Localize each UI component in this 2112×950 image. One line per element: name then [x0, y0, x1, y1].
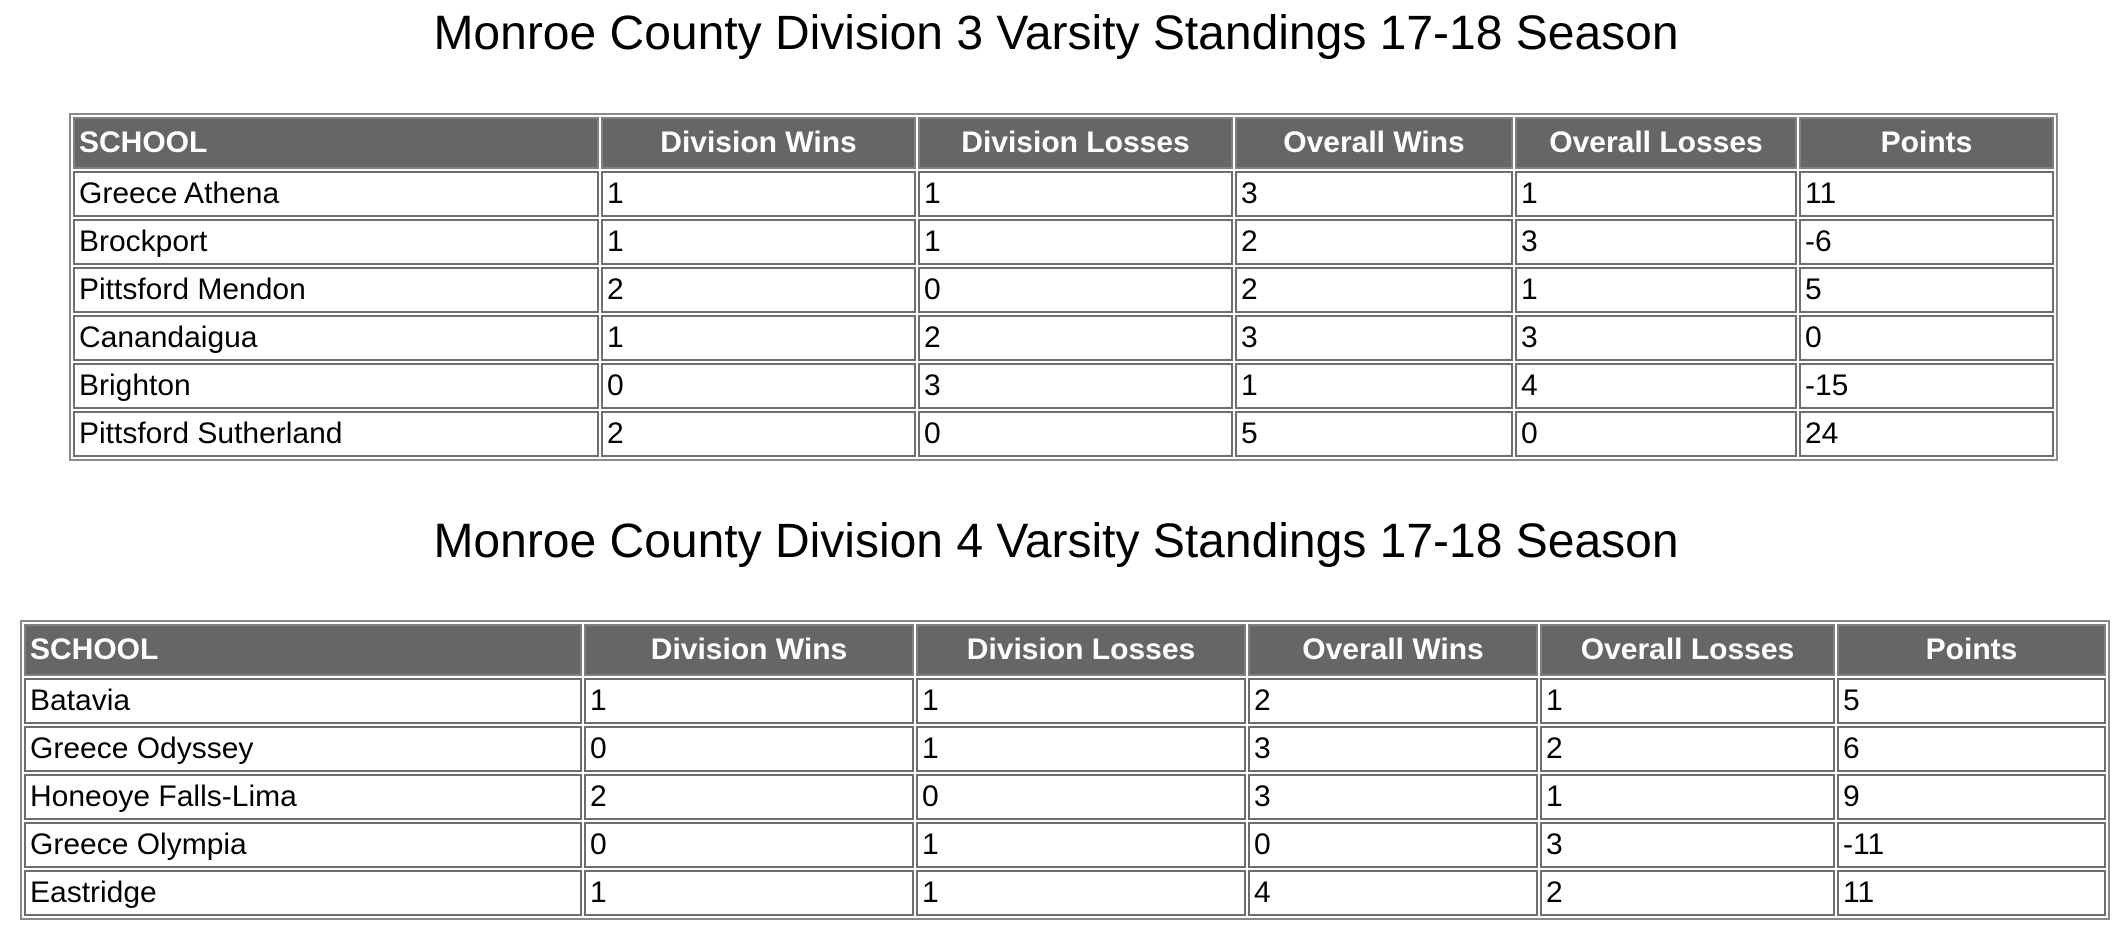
- overall-wins-cell: 1: [1235, 363, 1513, 409]
- table-row: [73, 363, 2054, 409]
- overall-wins-cell: 3: [1248, 774, 1538, 820]
- school-cell: Canandaigua: [73, 315, 599, 361]
- table-row: [24, 774, 2106, 820]
- overall-losses-cell: 2: [1540, 870, 1835, 916]
- points-cell: 24: [1799, 411, 2054, 457]
- overall-wins-cell: 2: [1248, 678, 1538, 724]
- division-wins-cell: 1: [584, 870, 914, 916]
- column-header-school: SCHOOL: [24, 624, 582, 676]
- points-cell: 6: [1837, 726, 2106, 772]
- school-cell: Honeoye Falls-Lima: [24, 774, 582, 820]
- school-cell: Pittsford Mendon: [73, 267, 599, 313]
- table-row: [73, 219, 2054, 265]
- school-cell: Greece Athena: [73, 171, 599, 217]
- column-header-overall-losses: Overall Losses: [1540, 624, 1835, 676]
- header-row: [24, 624, 2106, 676]
- column-header-division-wins: Division Wins: [601, 117, 916, 169]
- column-header-division-losses: Division Losses: [916, 624, 1246, 676]
- overall-losses-cell: 3: [1515, 219, 1797, 265]
- school-cell: Greece Olympia: [24, 822, 582, 868]
- division-losses-cell: 0: [918, 267, 1233, 313]
- overall-losses-cell: 1: [1515, 267, 1797, 313]
- column-header-division-wins: Division Wins: [584, 624, 914, 676]
- points-cell: 5: [1799, 267, 2054, 313]
- overall-wins-cell: 2: [1235, 267, 1513, 313]
- column-header-division-losses: Division Losses: [918, 117, 1233, 169]
- division-losses-cell: 2: [918, 315, 1233, 361]
- overall-losses-cell: 0: [1515, 411, 1797, 457]
- column-header-points: Points: [1799, 117, 2054, 169]
- points-cell: -11: [1837, 822, 2106, 868]
- column-header-points: Points: [1837, 624, 2106, 676]
- division-losses-cell: 0: [916, 774, 1246, 820]
- overall-wins-cell: 3: [1248, 726, 1538, 772]
- division-losses-cell: 1: [916, 726, 1246, 772]
- division-wins-cell: 2: [601, 267, 916, 313]
- column-header-overall-losses: Overall Losses: [1515, 117, 1797, 169]
- table-row: [73, 171, 2054, 217]
- division-wins-cell: 1: [584, 678, 914, 724]
- points-cell: -6: [1799, 219, 2054, 265]
- school-cell: Brockport: [73, 219, 599, 265]
- overall-losses-cell: 1: [1515, 171, 1797, 217]
- division-wins-cell: 2: [584, 774, 914, 820]
- table-row: [73, 315, 2054, 361]
- overall-losses-cell: 1: [1540, 678, 1835, 724]
- table-row: [24, 870, 2106, 916]
- division-wins-cell: 0: [584, 726, 914, 772]
- table-row: [24, 678, 2106, 724]
- division-wins-cell: 1: [601, 171, 916, 217]
- overall-losses-cell: 3: [1515, 315, 1797, 361]
- division-3-title: Monroe County Division 3 Varsity Standings 17-18 Season: [433, 7, 1679, 60]
- points-cell: -15: [1799, 363, 2054, 409]
- division-4-standings-table: [20, 620, 2110, 920]
- school-cell: Batavia: [24, 678, 582, 724]
- division-wins-cell: 0: [601, 363, 916, 409]
- division-3-standings-table: [69, 113, 2058, 461]
- column-header-overall-wins: Overall Wins: [1248, 624, 1538, 676]
- division-wins-cell: 2: [601, 411, 916, 457]
- school-cell: Eastridge: [24, 870, 582, 916]
- overall-wins-cell: 5: [1235, 411, 1513, 457]
- division-4-title: Monroe County Division 4 Varsity Standings 17-18 Season: [433, 515, 1679, 568]
- header-row: [73, 117, 2054, 169]
- table-row: [24, 726, 2106, 772]
- points-cell: 11: [1799, 171, 2054, 217]
- points-cell: 0: [1799, 315, 2054, 361]
- overall-wins-cell: 3: [1235, 171, 1513, 217]
- division-losses-cell: 1: [916, 678, 1246, 724]
- school-cell: Brighton: [73, 363, 599, 409]
- school-cell: Greece Odyssey: [24, 726, 582, 772]
- division-wins-cell: 1: [601, 315, 916, 361]
- column-header-overall-wins: Overall Wins: [1235, 117, 1513, 169]
- points-cell: 5: [1837, 678, 2106, 724]
- overall-wins-cell: 2: [1235, 219, 1513, 265]
- division-losses-cell: 1: [918, 219, 1233, 265]
- column-header-school: SCHOOL: [73, 117, 599, 169]
- division-losses-cell: 3: [918, 363, 1233, 409]
- table-row: [73, 267, 2054, 313]
- school-cell: Pittsford Sutherland: [73, 411, 599, 457]
- division-wins-cell: 1: [601, 219, 916, 265]
- overall-wins-cell: 0: [1248, 822, 1538, 868]
- overall-losses-cell: 4: [1515, 363, 1797, 409]
- points-cell: 11: [1837, 870, 2106, 916]
- points-cell: 9: [1837, 774, 2106, 820]
- overall-wins-cell: 4: [1248, 870, 1538, 916]
- division-losses-cell: 1: [916, 870, 1246, 916]
- table-row: [73, 411, 2054, 457]
- overall-losses-cell: 1: [1540, 774, 1835, 820]
- division-losses-cell: 0: [918, 411, 1233, 457]
- overall-losses-cell: 3: [1540, 822, 1835, 868]
- division-losses-cell: 1: [918, 171, 1233, 217]
- division-losses-cell: 1: [916, 822, 1246, 868]
- overall-wins-cell: 3: [1235, 315, 1513, 361]
- overall-losses-cell: 2: [1540, 726, 1835, 772]
- division-wins-cell: 0: [584, 822, 914, 868]
- table-row: [24, 822, 2106, 868]
